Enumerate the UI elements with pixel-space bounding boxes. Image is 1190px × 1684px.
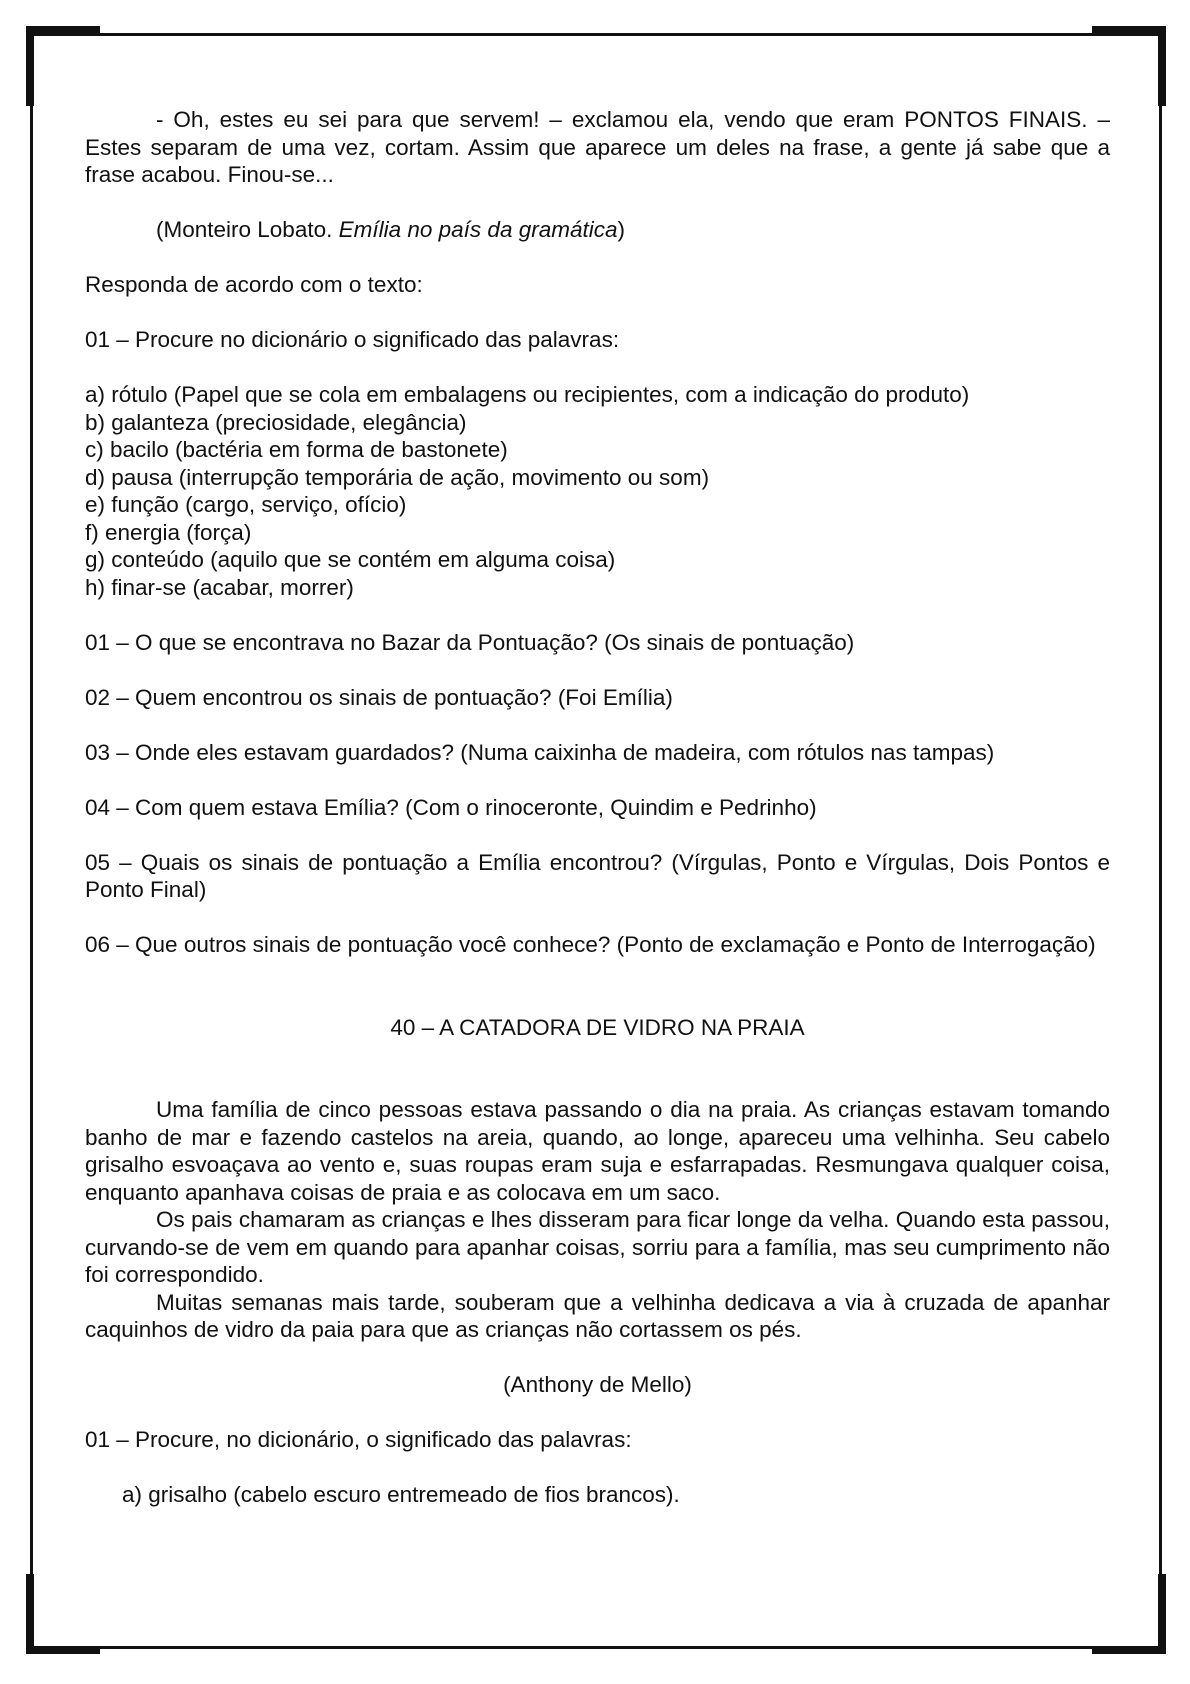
word-item: d) pausa (interrupção temporária de ação, movimento ou som)	[85, 464, 710, 490]
section-title: 40 – A CATADORA DE VIDRO NA PRAIA	[390, 1014, 805, 1040]
corner-mark-top-left-v	[26, 26, 34, 106]
document-body	[85, 106, 1110, 1509]
corner-mark-top-right	[1092, 26, 1162, 34]
citation-author: (Monteiro Lobato.	[156, 217, 339, 242]
citation-title: Emília no país da gramática	[338, 217, 618, 242]
corner-mark-top-right-v	[1158, 26, 1166, 106]
corner-mark-top-left	[30, 26, 100, 34]
dictionary-question: 01 – Procure no dicionário o significado das palavras:	[85, 327, 620, 352]
question-2: 02 – Quem encontrou os sinais de pontuação? (Foi Emília)	[85, 684, 673, 710]
word-item: b) galanteza (preciosidade, elegância)	[85, 409, 467, 435]
corner-mark-bottom-right-v	[1158, 1574, 1166, 1654]
dictionary-question-2: 01 – Procure, no dicionário, o significado das palavras:	[85, 1427, 632, 1452]
word-list	[85, 381, 1110, 601]
word-item: g) conteúdo (aquilo que se contém em alguma coisa)	[85, 547, 616, 572]
citation-close: )	[617, 217, 625, 242]
instruction: Responda de acordo com o texto:	[85, 272, 423, 297]
story-excerpt-paragraph: - Oh, estes eu sei para que servem! – exclamou ela, vendo que eram PONTOS FINAIS. – Estes separam de uma vez, cortam. Assim que aparece um deles na frase, a gente já sabe que a frase acabou. Finou-se...	[85, 107, 1110, 187]
story-paragraph: Uma família de cinco pessoas estava passando o dia na praia. As crianças estavam tomando banho de mar e fazendo castelos na areia, quando, ao longe, apareceu uma velhinha. Seu cabelo grisalho esvoaçava ao vento e, suas roupas eram suja e esfarrapadas. Resmungava qualquer coisa, enquanto apanhava coisas de praia e as colocava em um saco.	[85, 1097, 1110, 1205]
word-item-a: a) grisalho (cabelo escuro entremeado de fios brancos).	[122, 1482, 680, 1507]
corner-mark-bottom-right	[1092, 1646, 1162, 1654]
word-item: a) rótulo (Papel que se cola em embalagens ou recipientes, com a indicação do produto)	[85, 382, 970, 407]
question-6: 06 – Que outros sinais de pontuação você conhece? (Ponto de exclamação e Ponto de Interrogação)	[85, 932, 1096, 957]
word-item: e) função (cargo, serviço, ofício)	[85, 492, 407, 517]
word-item: f) energia (força)	[85, 519, 252, 545]
story-paragraph: Muitas semanas mais tarde, souberam que a velhinha dedicava a via à cruzada de apanhar caquinhos de vidro da paia para que as crianças não cortassem os pés.	[85, 1289, 1110, 1342]
corner-mark-bottom-left-v	[26, 1574, 34, 1654]
question-4: 04 – Com quem estava Emília? (Com o rinoceronte, Quindim e Pedrinho)	[85, 794, 817, 820]
word-item: h) finar-se (acabar, morrer)	[85, 574, 354, 600]
citation	[85, 216, 1110, 244]
story-paragraph: Os pais chamaram as crianças e lhes disseram para ficar longe da velha. Quando esta passou, curvando-se de vem em quando para apanhar coisas, sorriu para a família, mas seu cumprimento não foi correspondido.	[85, 1207, 1110, 1287]
corner-mark-bottom-left	[30, 1646, 100, 1654]
story-author: (Anthony de Mello)	[503, 1372, 692, 1397]
question-1: 01 – O que se encontrava no Bazar da Pontuação? (Os sinais de pontuação)	[85, 629, 855, 655]
question-5: 05 – Quais os sinais de pontuação a Emília encontrou? (Vírgulas, Ponto e Vírgulas, Dois Pontos e Ponto Final)	[85, 849, 1110, 902]
word-item: c) bacilo (bactéria em forma de bastonete)	[85, 437, 508, 462]
question-3: 03 – Onde eles estavam guardados? (Numa caixinha de madeira, com rótulos nas tampas)	[85, 739, 995, 765]
